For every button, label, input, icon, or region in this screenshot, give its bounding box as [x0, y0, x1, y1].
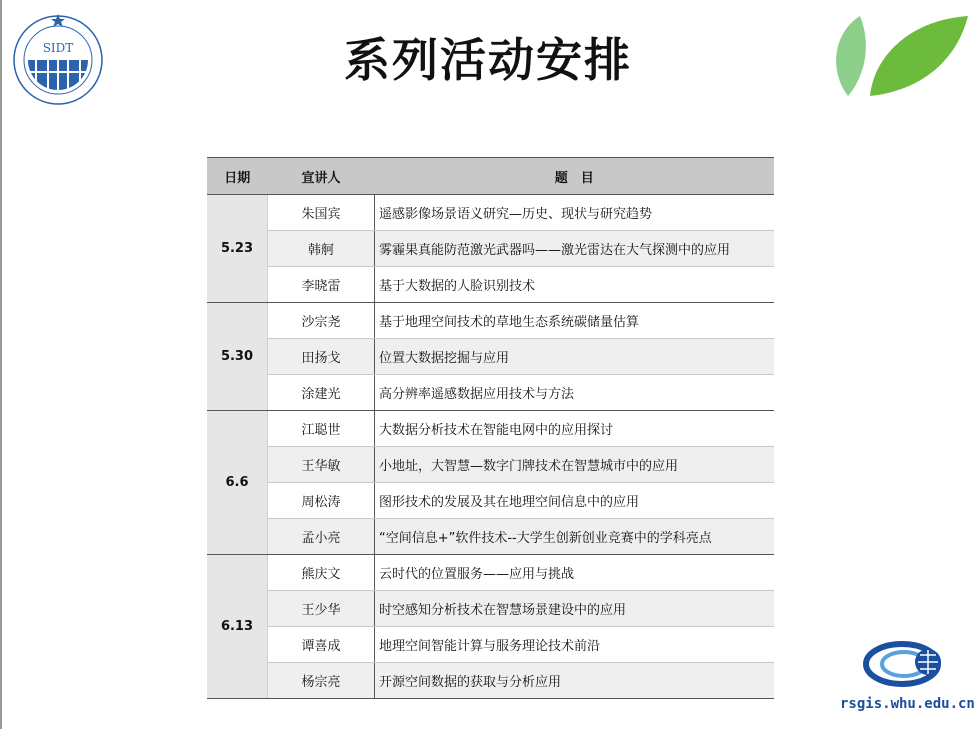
table-row: [207, 267, 774, 303]
speaker-cell: 周松涛: [268, 483, 375, 519]
table-row: [207, 483, 774, 519]
header-speaker: 宣讲人: [268, 158, 375, 195]
slide-title: 系列活动安排: [344, 33, 632, 87]
table-row: [207, 447, 774, 483]
green-leaves-icon: [830, 10, 970, 100]
speaker-cell: 涂建光: [268, 375, 375, 411]
topic-cell: 时空感知分析技术在智慧场景建设中的应用: [375, 591, 775, 627]
topic-cell: 地理空间智能计算与服务理论技术前沿: [375, 627, 775, 663]
topic-cell: 位置大数据挖掘与应用: [375, 339, 775, 375]
speaker-cell: 孟小亮: [268, 519, 375, 555]
topic-cell: “空间信息+”软件技术--大学生创新创业竞赛中的学科亮点: [375, 519, 775, 555]
speaker-cell: 熊庆文: [268, 555, 375, 591]
topic-cell: 云时代的位置服务——应用与挑战: [375, 555, 775, 591]
speaker-cell: 李晓雷: [268, 267, 375, 303]
topic-cell: 基于地理空间技术的草地生态系统碳储量估算: [375, 303, 775, 339]
slide-edge: [0, 0, 2, 729]
table-row: [207, 591, 774, 627]
date-cell: 5.30: [207, 303, 268, 411]
date-cell: 5.23: [207, 195, 268, 303]
topic-cell: 雾霾果真能防范激光武器吗——激光雷达在大气探测中的应用: [375, 231, 775, 267]
speaker-cell: 谭喜成: [268, 627, 375, 663]
topic-cell: 小地址，大智慧—数字门牌技术在智慧城市中的应用: [375, 447, 775, 483]
topic-cell: 大数据分析技术在智能电网中的应用探讨: [375, 411, 775, 447]
table-row: [207, 303, 774, 339]
topic-cell: 图形技术的发展及其在地理空间信息中的应用: [375, 483, 775, 519]
table-row: [207, 195, 774, 231]
speaker-cell: 王少华: [268, 591, 375, 627]
table-row: [207, 411, 774, 447]
rsgis-url: rsgis.whu.edu.cn: [840, 696, 975, 712]
table-row: [207, 375, 774, 411]
table-row: [207, 339, 774, 375]
speaker-cell: 杨宗亮: [268, 663, 375, 699]
table-row: [207, 627, 774, 663]
speaker-cell: 沙宗尧: [268, 303, 375, 339]
schedule-table: [207, 157, 774, 699]
topic-cell: 遥感影像场景语义研究—历史、现状与研究趋势: [375, 195, 775, 231]
speaker-cell: 王华敏: [268, 447, 375, 483]
topic-cell: 基于大数据的人脸识别技术: [375, 267, 775, 303]
speaker-cell: 江聪世: [268, 411, 375, 447]
table-row: [207, 519, 774, 555]
table-row: [207, 555, 774, 591]
table-header-row: [207, 158, 774, 195]
svg-text:SIDT: SIDT: [42, 41, 74, 55]
rsgis-globe-icon: [858, 640, 958, 688]
topic-cell: 高分辨率遥感数据应用技术与方法: [375, 375, 775, 411]
speaker-cell: 朱国宾: [268, 195, 375, 231]
date-cell: 6.6: [207, 411, 268, 555]
header-date: 日期: [207, 158, 268, 195]
speaker-cell: 韩舸: [268, 231, 375, 267]
topic-cell: 开源空间数据的获取与分析应用: [375, 663, 775, 699]
table-row: [207, 663, 774, 699]
table-row: [207, 231, 774, 267]
date-cell: 6.13: [207, 555, 268, 699]
header-topic: 题 目: [375, 158, 775, 195]
speaker-cell: 田扬戈: [268, 339, 375, 375]
